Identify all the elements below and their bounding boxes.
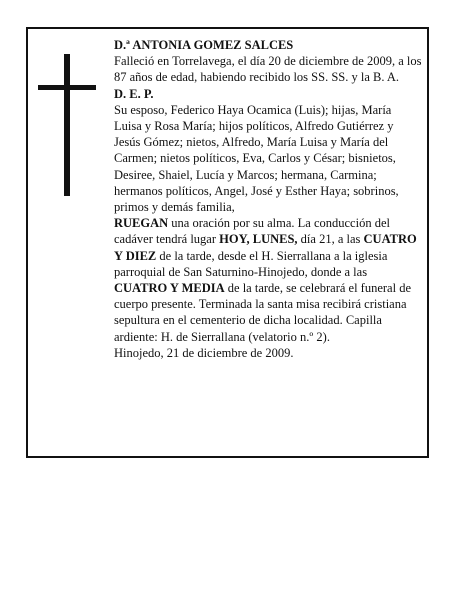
death-notice: Falleció en Torrelavega, el día 20 de diciembre de 2009, a los 87 años de edad, habiendo recibido los SS. SS. y la B. A.: [114, 54, 422, 85]
ruegan-text-2: día 21, a las: [297, 232, 364, 247]
obituary-text: [114, 37, 422, 361]
cross-horizontal-bar: [38, 85, 96, 90]
hora-funeral: CUATRO Y MEDIA: [114, 281, 225, 296]
ruegan-text-3: de la tarde, desde el H. Sierrallana a la iglesia parroquial de San Saturnino-Hinojedo, donde a las: [114, 248, 388, 279]
hora-conduccion: CUATRO Y DIEZ: [114, 232, 417, 263]
cross-vertical-bar: [64, 54, 70, 196]
ruegan-text-4: de la tarde, se celebrará el funeral de cuerpo presente. Terminada la santa misa recibirá cristiana sepultura en el cementerio de dicha localidad. Capilla ardiente: H. de Sierrallana (velatorio n.º 2).: [114, 281, 411, 344]
family-list: Su esposo, Federico Haya Ocamica (Luis); hijas, María Luisa y Rosa María; hijos políticos, Alfredo Gutiérrez y Jesús Gómez; nietos, Alfredo, María Luisa y María del Carmen; nietos políticos, Eva, Carlos y César; bisnietos, Desiree, Shaiel, Lucía y Marcos; hermana, Carmina; hermanos políticos, Angel, José y Esther Haya; sobrinos, primos y demás familia,: [114, 102, 399, 215]
ruegan-word: RUEGAN: [114, 216, 169, 231]
ruegan-paragraph: [114, 215, 422, 345]
hoy-lunes: HOY, LUNES,: [219, 232, 298, 247]
place-date: Hinojedo, 21 de diciembre de 2009.: [114, 345, 294, 360]
dep-line: D. E. P.: [114, 86, 154, 101]
deceased-name: D.ª ANTONIA GOMEZ SALCES: [114, 38, 294, 52]
ruegan-text-1: una oración por su alma. La conducción del cadáver tendrá lugar: [114, 216, 390, 247]
